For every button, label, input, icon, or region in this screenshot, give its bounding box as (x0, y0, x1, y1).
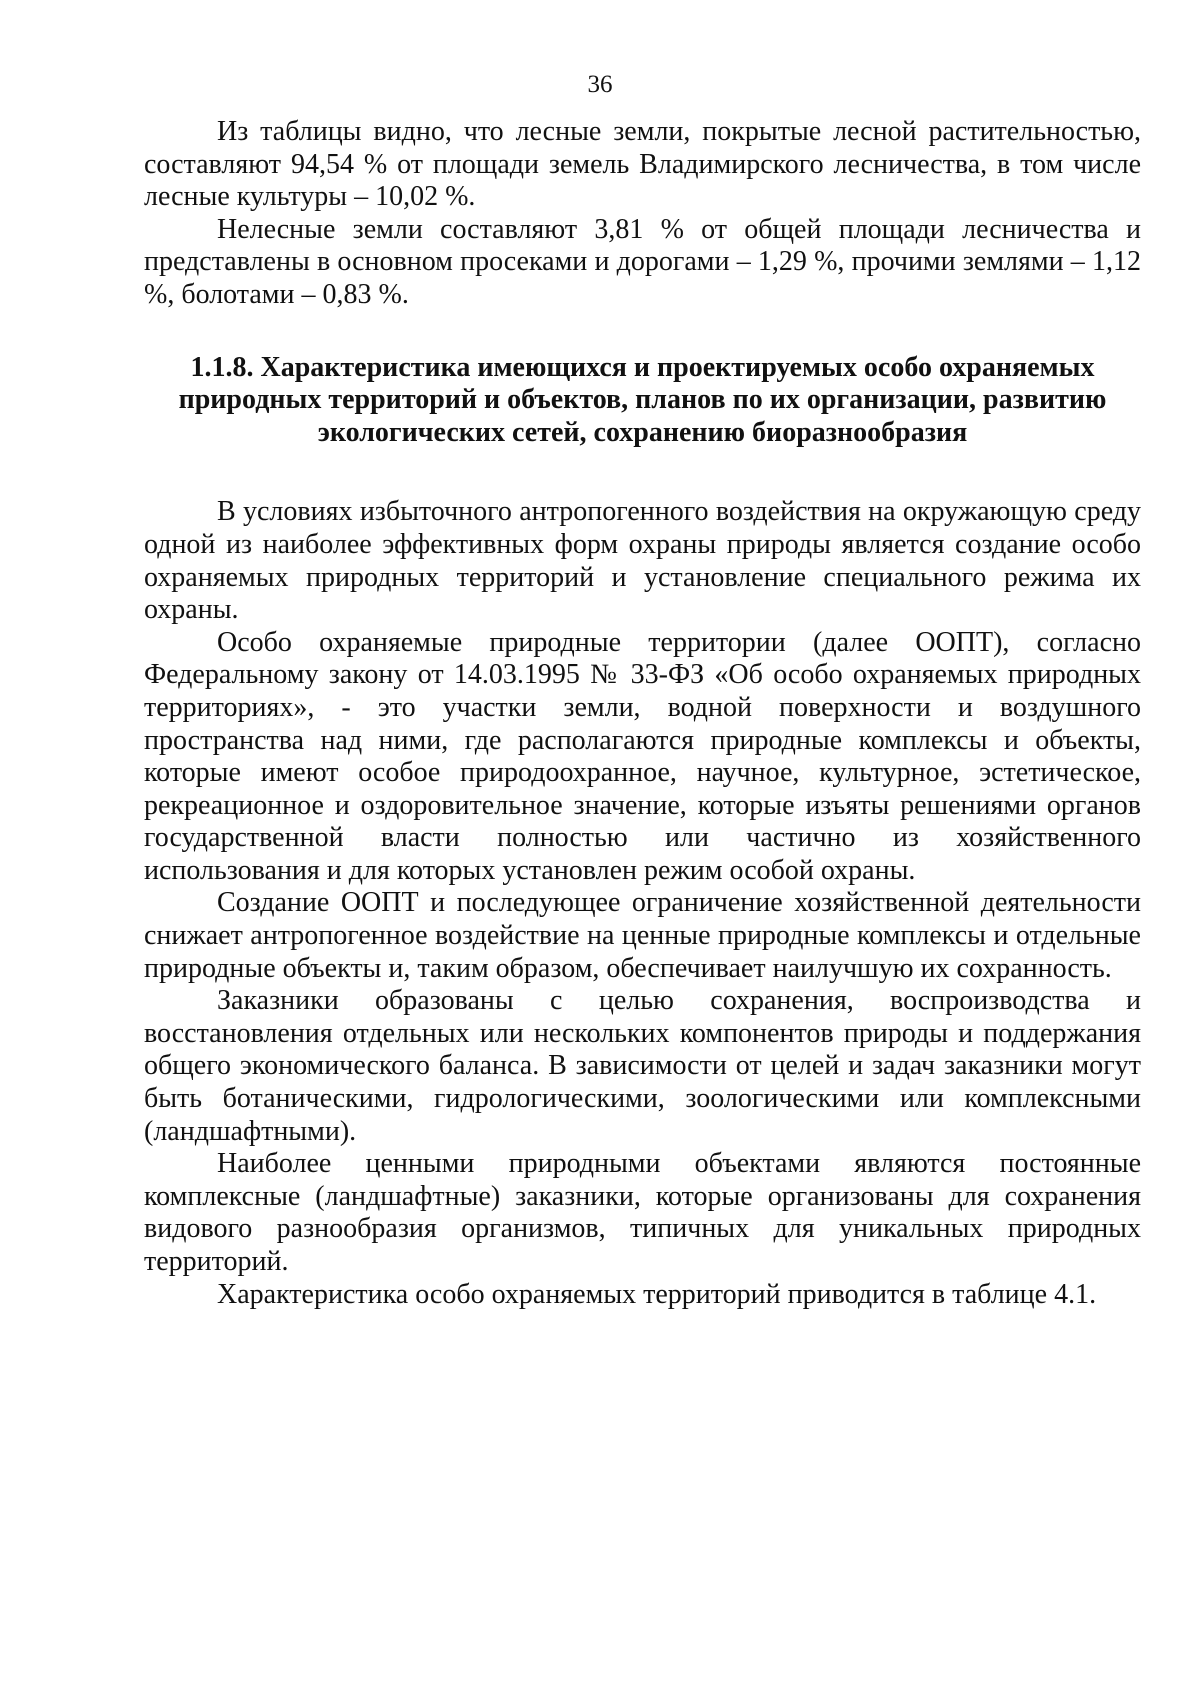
page-content (144, 116, 1141, 1311)
intro-paragraph-2: Нелесные земли составляют 3,81 % от общей площади лесничества и представлены в основном просеками и дорогами – 1,29 %, прочими землями – 1,12 %, болотами – 0,83 %. (144, 213, 1141, 310)
body-paragraph-2: Особо охраняемые природные территории (далее ООПТ), согласно Федеральному закону от 14.03.1995 № 33-ФЗ «Об особо охраняемых природных территориях», - это участки земли, водной поверхности и воздушного пространства над ними, где располагаются природные комплексы и объекты, которые имеют особое природоохранное, научное, культурное, эстетическое, рекреационное и оздоровительное значение, которые изъяты решениями органов государственной власти полностью или частично из хозяйственного использования и для которых установлен режим особой охраны. (144, 626, 1141, 886)
page-number: 36 (587, 71, 613, 98)
body-paragraph-5: Наиболее ценными природными объектами являются постоянные комплексные (ландшафтные) заказники, которые организованы для сохранения видового разнообразия организмов, типичных для уникальных природных территорий. (144, 1148, 1141, 1277)
body-paragraph-4: Заказники образованы с целью сохранения, воспроизводства и восстановления отдельных или нескольких компонентов природы и поддержания общего экономического баланса. В зависимости от целей и задач заказники могут быть ботаническими, гидрологическими, зоологическими или комплексными (ландшафтными). (144, 985, 1141, 1147)
body-paragraph-3: Создание ООПТ и последующее ограничение хозяйственной деятельности снижает антропогенное воздействие на ценные природные комплексы и отдельные природные объекты и, таким образом, обеспечивает наилучшую их сохранность. (144, 887, 1141, 984)
body-paragraph-6: Характеристика особо охраняемых территорий приводится в таблице 4.1. (217, 1278, 1097, 1310)
body-paragraph-1: В условиях избыточного антропогенного воздействия на окружающую среду одной из наиболее эффективных форм охраны природы является создание особо охраняемых природных территорий и установление специального режима их охраны. (144, 496, 1141, 626)
section-heading: 1.1.8. Характеристика имеющихся и проектируемых особо охраняемых природных территорий и объектов, планов по их организации, развитию экологических сетей, сохранению биоразнообразия (178, 351, 1107, 448)
intro-paragraph-1: Из таблицы видно, что лесные земли, покрытые лесной растительностью, составляют 94,54 % от площади земель Владимирского лесничества, в том числе лесные культуры – 10,02 %. (144, 116, 1141, 213)
